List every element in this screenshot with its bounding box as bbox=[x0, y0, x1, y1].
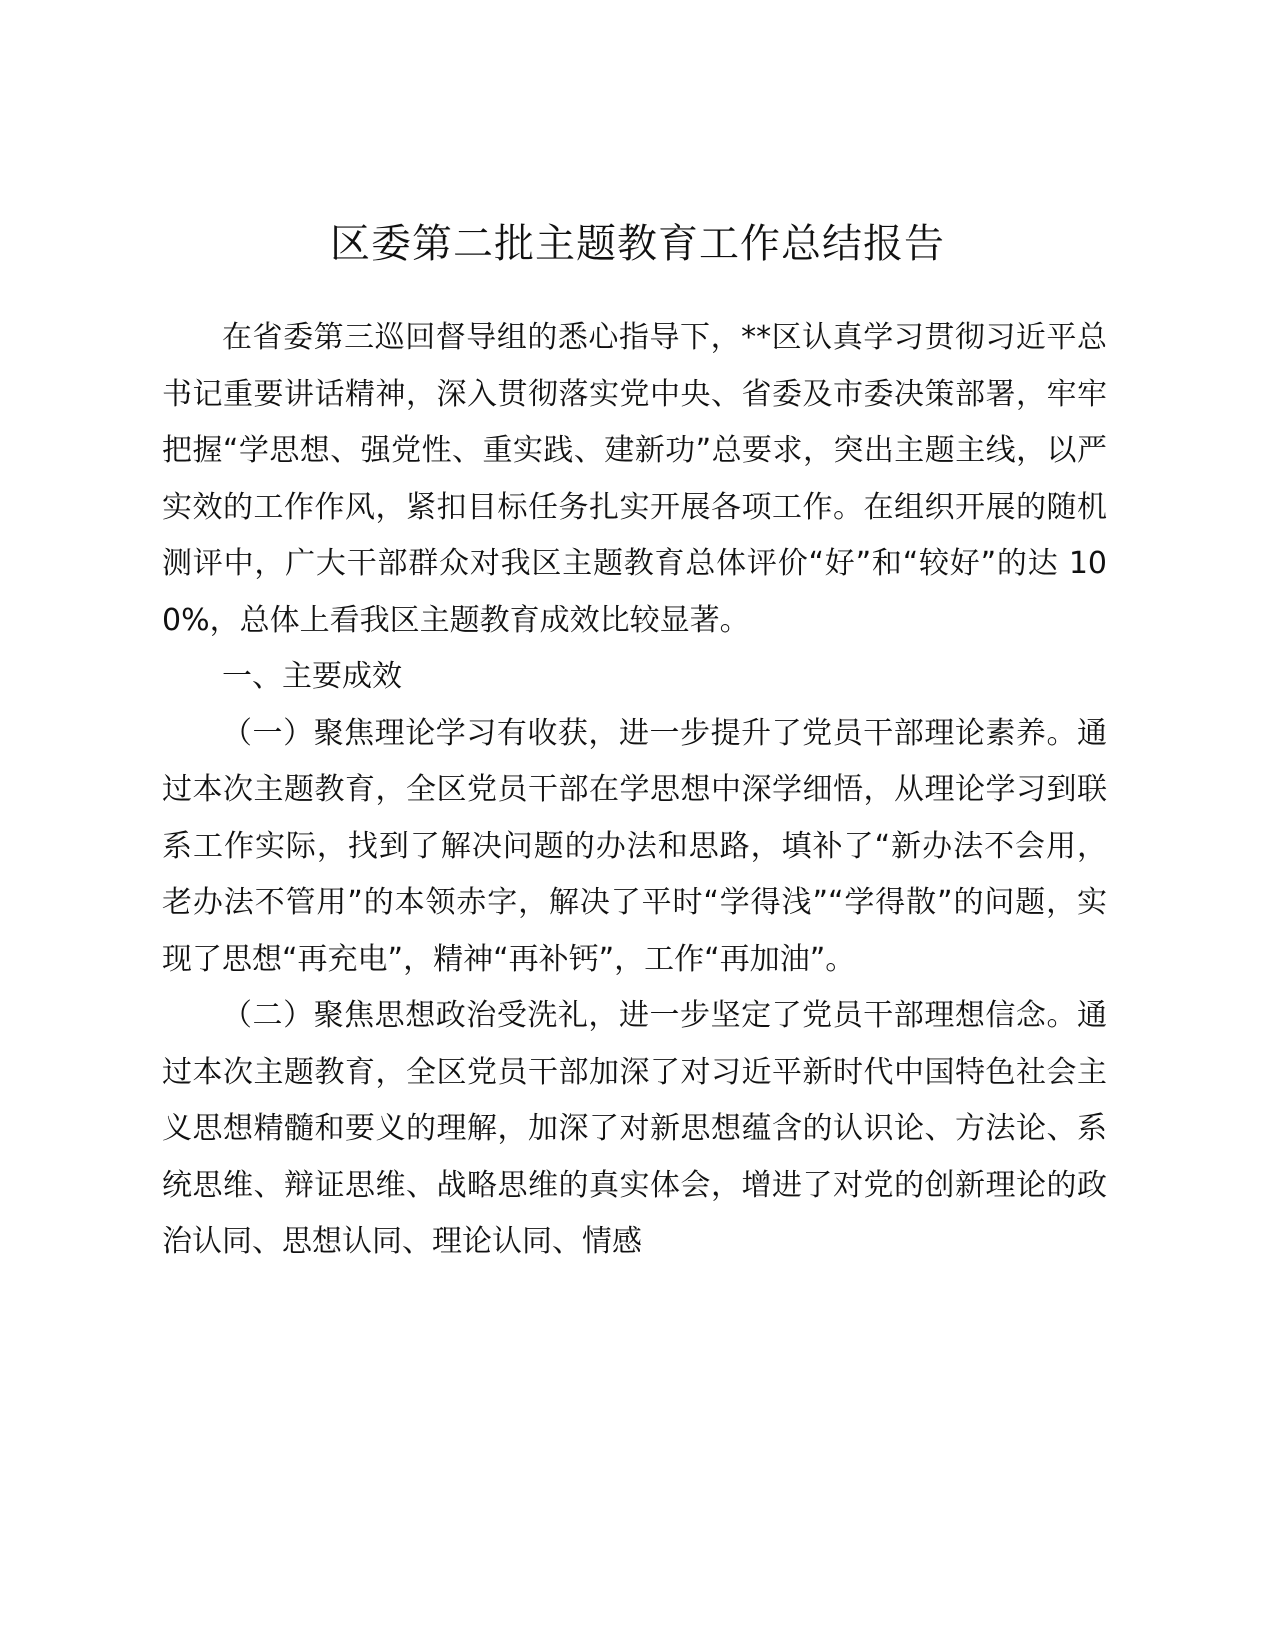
section-heading-main-results: 一、主要成效 bbox=[222, 659, 402, 694]
document-title: 区委第二批主题教育工作总结报告 bbox=[330, 221, 945, 267]
document-body bbox=[162, 310, 1107, 1271]
paragraph-theory-study: （一）聚焦理论学习有收获，进一步提升了党员干部理论素养。通过本次主题教育，全区党员干部在学思想中深学细悟，从理论学习到联系工作实际，找到了解决问题的办法和思路，填补了“新办法不会用，老办法不管用”的本领赤字，解决了平时“学得浅”“学得散”的问题，实现了思想“再充电”，精神“再补钙”，工作“再加油”。 bbox=[162, 715, 1107, 977]
paragraph-intro: 在省委第三巡回督导组的悉心指导下，**区认真学习贯彻习近平总书记重要讲话精神，深入贯彻落实党中央、省委及市委决策部署，牢牢把握“学思想、强党性、重实践、建新功”总要求，突出主题主线，以严实效的工作作风，紧扣目标任务扎实开展各项工作。在组织开展的随机测评中，广大干部群众对我区主题教育总体评价“好”和“较好”的达 100%，总体上看我区主题教育成效比较显著。 bbox=[162, 320, 1107, 638]
paragraph-political-thought: （二）聚焦思想政治受洗礼，进一步坚定了党员干部理想信念。通过本次主题教育，全区党员干部加深了对习近平新时代中国特色社会主义思想精髓和要义的理解，加深了对新思想蕴含的认识论、方法论、系统思维、辩证思维、战略思维的真实体会，增进了对党的创新理论的政治认同、思想认同、理论认同、情感 bbox=[162, 998, 1107, 1259]
